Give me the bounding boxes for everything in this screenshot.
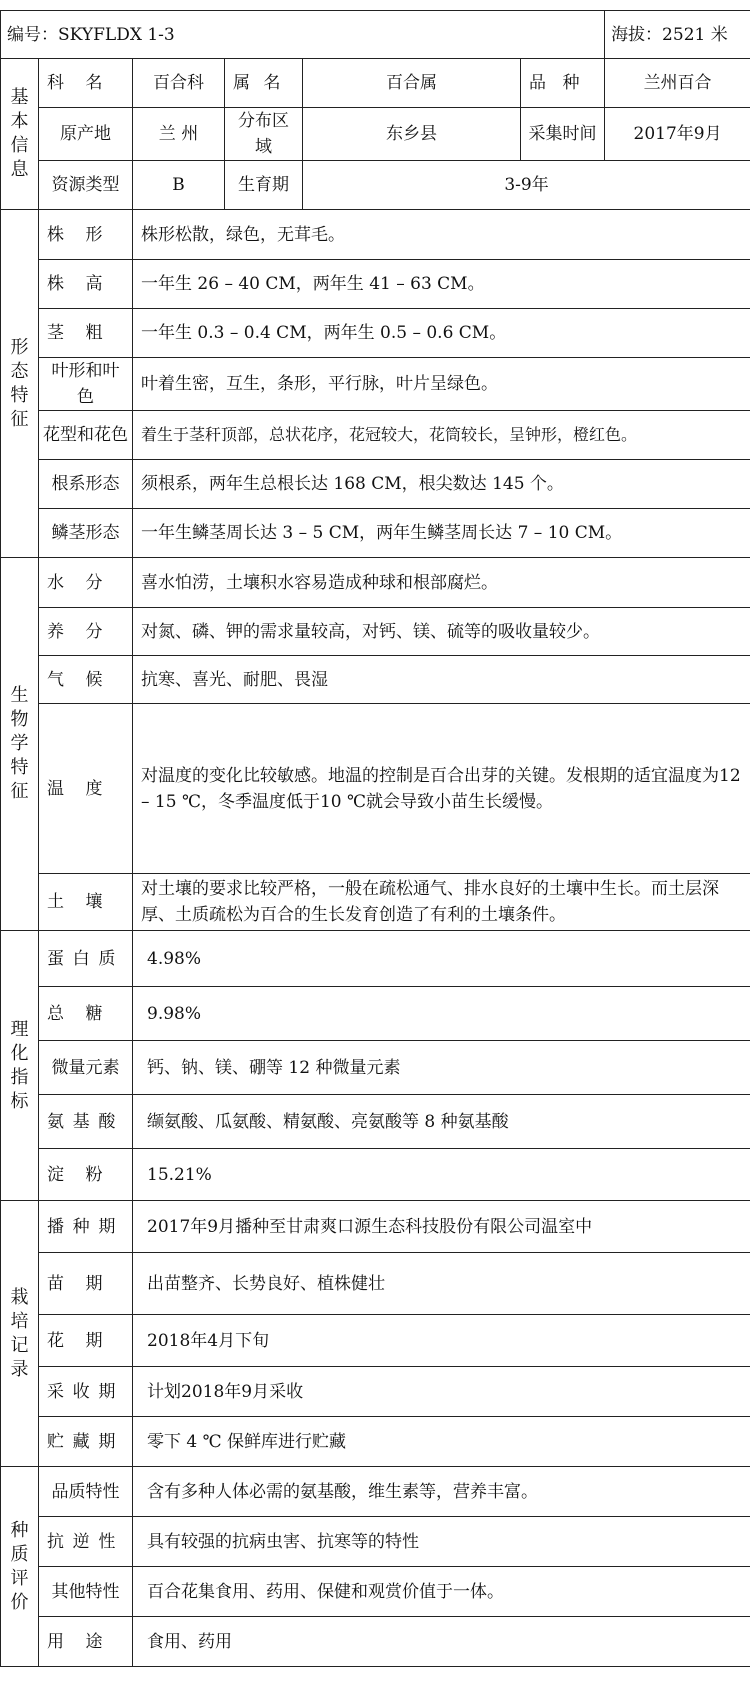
label-char: 基	[72, 1111, 90, 1132]
label-char: 种	[562, 73, 580, 93]
label-char: 蛋	[47, 948, 64, 969]
label-char: 抗	[47, 1531, 64, 1552]
row-value: 具有较强的抗病虫害、抗寒等的特性	[133, 1517, 750, 1567]
row-value: 9.98%	[133, 987, 750, 1041]
row-label	[39, 1201, 133, 1253]
label-char: 名	[85, 73, 103, 93]
altitude: 海拔：2521 米	[605, 11, 750, 59]
label-char: 株	[47, 274, 64, 294]
label-char: 酸	[98, 1111, 116, 1132]
label-char: 苗	[47, 1273, 64, 1294]
chem-row	[1, 1095, 750, 1149]
row-label	[39, 210, 133, 260]
label-char: 氨	[47, 1111, 64, 1132]
row-value: 百合花集食用、药用、保健和观赏价值于一体。	[133, 1567, 750, 1617]
label-char: 总	[47, 1003, 64, 1024]
row-value: 叶着生密，互生，条形，平行脉，叶片呈绿色。	[133, 358, 750, 411]
label-char: 用	[47, 1631, 64, 1652]
label-char: 藏	[72, 1431, 90, 1452]
label-char: 土	[47, 892, 64, 912]
resource-type-label: 资源类型	[39, 161, 133, 210]
row-value: 缬氨酸、瓜氨酸、精氨酸、亮氨酸等 8 种氨基酸	[133, 1095, 750, 1149]
morph-row	[1, 210, 750, 260]
eval-row	[1, 1567, 750, 1617]
morph-row	[1, 260, 750, 309]
family-label	[39, 59, 133, 108]
row-label	[39, 1517, 133, 1567]
row-value: 对土壤的要求比较严格，一般在疏松通气、排水良好的土壤中生长。而土层深厚、土质疏松为百合的生长发育创造了有利的土壤条件。	[133, 874, 750, 931]
row-label	[39, 931, 133, 987]
row-label	[39, 1149, 133, 1201]
row-value: 一年生鳞茎周长达 3 – 5 CM，两年生鳞茎周长达 7 – 10 CM。	[133, 509, 750, 558]
row-label: 花型和花色	[39, 411, 133, 460]
row-value: 食用、药用	[133, 1617, 750, 1667]
bio-row	[1, 558, 750, 608]
morph-row	[1, 411, 750, 460]
chem-row	[1, 987, 750, 1041]
chem-row	[1, 931, 750, 987]
row-value: 对氮、磷、钾的需求量较高，对钙、镁、硫等的吸收量较少。	[133, 608, 750, 656]
label-char: 温	[47, 778, 64, 799]
label-char: 质	[98, 948, 116, 969]
growth-period-value: 3-9年	[303, 161, 750, 210]
label-char: 花	[47, 1330, 64, 1351]
section-biological: 生物学特征	[1, 558, 39, 931]
label-char: 高	[85, 274, 103, 294]
row-label: 品质特性	[39, 1467, 133, 1517]
family-value: 百合科	[133, 59, 225, 108]
origin-value: 兰 州	[133, 108, 225, 161]
row-value: 4.98%	[133, 931, 750, 987]
variety-value: 兰州百合	[605, 59, 750, 108]
row-value: 含有多种人体必需的氨基酸，维生素等，营养丰富。	[133, 1467, 750, 1517]
row-label	[39, 260, 133, 309]
row-label	[39, 1253, 133, 1315]
row-value: 2018年4月下旬	[133, 1315, 750, 1367]
row-value: 15.21%	[133, 1149, 750, 1201]
row-value: 喜水怕涝，土壤积水容易造成种球和根部腐烂。	[133, 558, 750, 608]
row-label	[39, 608, 133, 656]
eval-row	[1, 1517, 750, 1567]
label-char: 淀	[47, 1164, 64, 1185]
row-label: 叶形和叶色	[39, 358, 133, 411]
label-char: 形	[85, 224, 103, 245]
section-physicochemical: 理化指标	[1, 931, 39, 1201]
row-value: 着生于茎秆顶部，总状花序，花冠较大，花筒较长，呈钟形，橙红色。	[133, 411, 750, 460]
morph-row	[1, 460, 750, 509]
cult-row	[1, 1253, 750, 1315]
basic-row-3	[1, 161, 750, 210]
row-label	[39, 1315, 133, 1367]
distribution-label: 分布区域	[225, 108, 303, 161]
row-value: 一年生 0.3 – 0.4 CM，两年生 0.5 – 0.6 CM。	[133, 309, 750, 358]
row-label	[39, 1367, 133, 1417]
morph-row	[1, 509, 750, 558]
label-char: 播	[47, 1216, 64, 1237]
label-char: 期	[85, 1330, 103, 1351]
chem-row	[1, 1149, 750, 1201]
label-char: 逆	[72, 1531, 90, 1552]
distribution-value: 东乡县	[303, 108, 521, 161]
serial-number: 编号：SKYFLDX 1-3	[1, 11, 605, 59]
row-label: 鳞茎形态	[39, 509, 133, 558]
label-char: 茎	[47, 323, 64, 343]
label-char: 气	[47, 669, 64, 690]
cult-row	[1, 1367, 750, 1417]
collect-time-value: 2017年9月	[605, 108, 750, 161]
row-value: 须根系，两年生总根长达 168 CM，根尖数达 145 个。	[133, 460, 750, 509]
cult-row	[1, 1315, 750, 1367]
collect-time-label: 采集时间	[521, 108, 605, 161]
basic-row-1	[1, 59, 750, 108]
row-label	[39, 704, 133, 874]
row-label	[39, 309, 133, 358]
morph-row	[1, 309, 750, 358]
section-morphology: 形态特征	[1, 210, 39, 558]
row-label	[39, 656, 133, 704]
row-value: 2017年9月播种至甘肃爽口源生态科技股份有限公司温室中	[133, 1201, 750, 1253]
label-char: 科	[47, 73, 64, 93]
growth-period-label: 生育期	[225, 161, 303, 210]
label-char: 粗	[85, 323, 103, 343]
label-char: 期	[98, 1381, 116, 1402]
row-value: 零下 4 ℃ 保鲜库进行贮藏	[133, 1417, 750, 1467]
section-evaluation: 种质评价	[1, 1467, 39, 1667]
label-char: 采	[47, 1381, 64, 1402]
row-value: 抗寒、喜光、耐肥、畏湿	[133, 656, 750, 704]
row-value: 对温度的变化比较敏感。地温的控制是百合出芽的关键。发根期的适宜温度为12 – 15 ℃，冬季温度低于10 ℃就会导致小苗生长缓慢。	[133, 704, 750, 874]
label-char: 候	[85, 669, 103, 690]
row-value: 一年生 26 – 40 CM，两年生 41 – 63 CM。	[133, 260, 750, 309]
genus-label	[225, 59, 303, 108]
row-label	[39, 558, 133, 608]
row-label	[39, 1617, 133, 1667]
label-char: 养	[47, 621, 64, 642]
resource-type-value: B	[133, 161, 225, 210]
cult-row	[1, 1417, 750, 1467]
label-char: 株	[47, 224, 64, 245]
variety-label	[521, 59, 605, 108]
basic-row-2	[1, 108, 750, 161]
row-label: 根系形态	[39, 460, 133, 509]
eval-row	[1, 1467, 750, 1517]
label-char: 粉	[85, 1164, 103, 1185]
label-char: 收	[72, 1381, 90, 1402]
genus-value: 百合属	[303, 59, 521, 108]
label-char: 白	[72, 948, 90, 969]
label-char: 糖	[85, 1003, 103, 1024]
cult-row	[1, 1201, 750, 1253]
label-char: 期	[85, 1273, 103, 1294]
label-char: 壤	[85, 892, 103, 912]
row-label	[39, 1095, 133, 1149]
label-char: 贮	[47, 1431, 64, 1452]
label-char: 属	[233, 73, 250, 93]
bio-row	[1, 656, 750, 704]
bio-row	[1, 704, 750, 874]
row-label: 其他特性	[39, 1567, 133, 1617]
eval-row	[1, 1617, 750, 1667]
row-label	[39, 1417, 133, 1467]
label-char: 品	[529, 73, 546, 93]
label-char: 分	[85, 621, 103, 642]
morph-row	[1, 358, 750, 411]
header-row	[1, 11, 750, 59]
label-char: 度	[85, 778, 103, 799]
row-value: 钙、钠、镁、硼等 12 种微量元素	[133, 1041, 750, 1095]
origin-label: 原产地	[39, 108, 133, 161]
row-label	[39, 987, 133, 1041]
row-value: 计划2018年9月采收	[133, 1367, 750, 1417]
bio-row	[1, 608, 750, 656]
bio-row	[1, 874, 750, 931]
label-char: 途	[85, 1631, 103, 1652]
row-value: 株形松散，绿色，无茸毛。	[133, 210, 750, 260]
label-char: 性	[98, 1531, 116, 1552]
row-label: 微量元素	[39, 1041, 133, 1095]
label-char: 期	[98, 1431, 116, 1452]
label-char: 期	[98, 1216, 116, 1237]
label-char: 名	[263, 73, 281, 93]
section-basic-info: 基本信息	[1, 59, 39, 210]
row-label	[39, 874, 133, 931]
label-char: 种	[72, 1216, 90, 1237]
section-cultivation: 栽培记录	[1, 1201, 39, 1467]
chem-row	[1, 1041, 750, 1095]
label-char: 分	[85, 572, 103, 593]
record-table	[0, 10, 750, 1667]
label-char: 水	[47, 572, 64, 593]
row-value: 出苗整齐、长势良好、植株健壮	[133, 1253, 750, 1315]
